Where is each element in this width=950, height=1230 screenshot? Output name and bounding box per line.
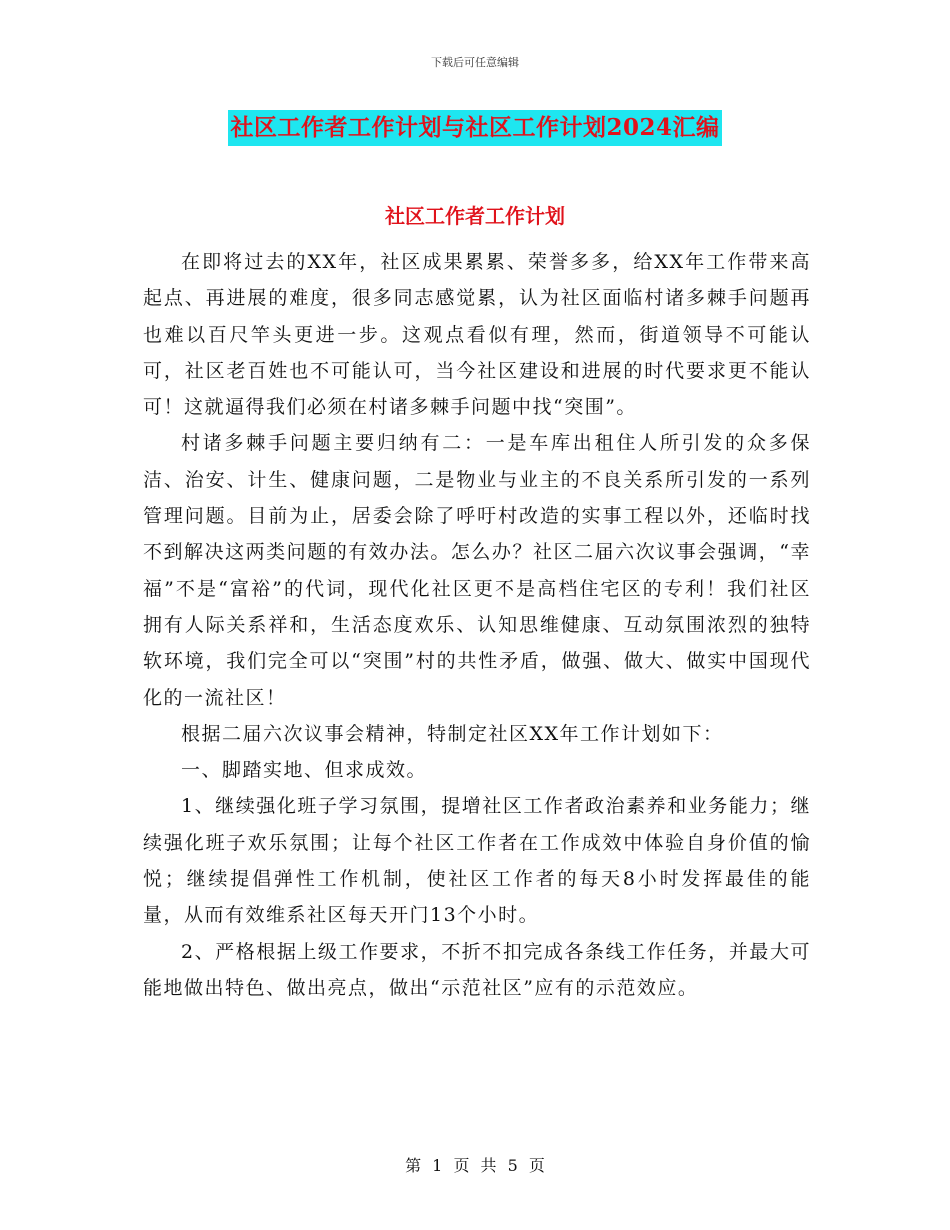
header-note: 下载后可任意编辑: [431, 56, 519, 69]
body-text: [143, 244, 811, 1006]
paragraph-3: 根据二届六次议事会精神，特制定社区XX年工作计划如下：: [181, 722, 724, 745]
paragraph-2: 村诸多棘手问题主要归纳有二：一是车库出租住人所引发的众多保洁、治安、计生、健康问题，二是物业与业主的不良关系所引发的一系列管理问题。目前为止，居委会除了呼吁村改造的实事工程以外，还临时找不到解决这两类问题的有效办法。怎么办？社区二届六次议事会强调，“幸福”不是“富裕”的代词，现代化社区更不是高档住宅区的专利！我们社区拥有人际关系祥和，生活态度欢乐、认知思维健康、互动氛围浓烈的独特软环境，我们完全可以“突围”村的共性矛盾，做强、做大、做实中国现代化的一流社区！: [143, 432, 811, 709]
paragraph-6: 2、严格根据上级工作要求，不折不扣完成各条线工作任务，并最大可能地做出特色、做出亮点，做出“示范社区”应有的示范效应。: [143, 940, 811, 999]
paragraph-1: 在即将过去的XX年，社区成果累累、荣誉多多，给XX年工作带来高起点、再进展的难度，很多同志感觉累，认为社区面临村诸多棘手问题再也难以百尺竿头更进一步。这观点看似有理，然而，街道领导不可能认可，社区老百姓也不可能认可，当今社区建设和进展的时代要求更不能认可！这就逼得我们必须在村诸多棘手问题中找“突围”。: [143, 251, 811, 419]
main-title-wrap: [0, 110, 950, 146]
main-title: 社区工作者工作计划与社区工作计划2024汇编: [228, 110, 721, 146]
page-footer: 第 1 页 共 5 页: [405, 1156, 545, 1175]
paragraph-5: 1、继续强化班子学习氛围，提增社区工作者政治素养和业务能力；继续强化班子欢乐氛围；让每个社区工作者在工作成效中体验自身价值的愉悦；继续提倡弹性工作机制，使社区工作者的每天8小时发挥最佳的能量，从而有效维系社区每天开门13个小时。: [143, 795, 811, 927]
paragraph-4: 一、脚踏实地、但求成效。: [181, 759, 428, 782]
section-title: 社区工作者工作计划: [385, 204, 565, 228]
